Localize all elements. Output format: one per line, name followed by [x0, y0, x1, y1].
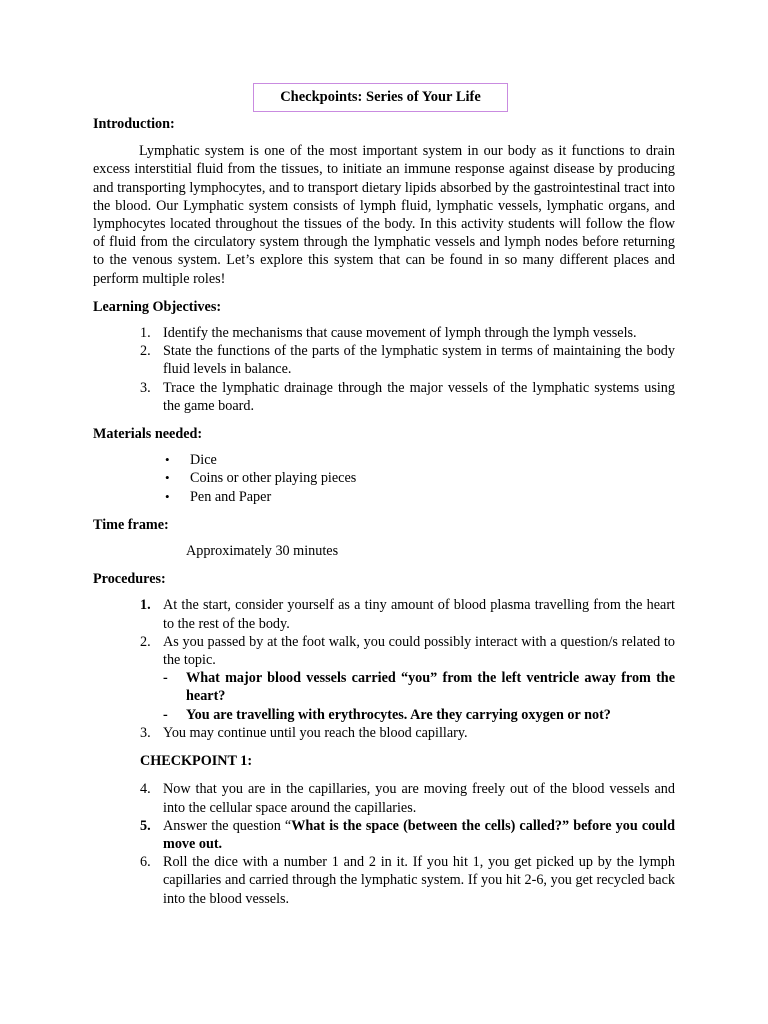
bullet-icon: •: [165, 452, 170, 468]
question-item: [93, 669, 675, 705]
procedure-step: [93, 817, 675, 853]
procedure-step: [93, 596, 675, 632]
objective-item: [93, 342, 675, 378]
introduction-paragraph: Lymphatic system is one of the most important system in our body as it functions to drain excess interstitial fluid from the tissues, to initiate an immune response against disease by producing and transporting lymphocytes, and to transport dietary lipids absorbed by the gastrointestinal tract into the blood. Our Lymphatic system consists of lymph fluid, lymphatic vessels, lymphatic organs, and lymphocytes located throughout the tissues of the body. In this activity students will follow the flow of fluid from the circulatory system through the lymphatic vessels and lymph nodes before returning to the venous system. Let’s explore this system that can be found in so many different places and perform multiple roles!: [93, 143, 675, 287]
materials-list: [93, 451, 675, 506]
question-text: What major blood vessels carried “you” from the left ventricle away from the heart?: [186, 670, 675, 705]
document-body: [93, 115, 675, 908]
question-text: You are travelling with erythrocytes. Are they carrying oxygen or not?: [186, 706, 611, 723]
list-number: 2.: [140, 633, 151, 650]
procedures-heading: Procedures:: [93, 571, 166, 588]
checkpoint-steps: [93, 780, 675, 907]
objective-text: Identify the mechanisms that cause movement of lymph through the lymph vessels.: [163, 325, 637, 342]
objectives-list: [93, 324, 675, 415]
list-number: 6.: [140, 854, 151, 871]
document-title: Checkpoints: Series of Your Life: [253, 83, 508, 112]
list-number: 5.: [140, 817, 151, 834]
objective-item: [93, 379, 675, 415]
material-text: Coins or other playing pieces: [190, 470, 357, 487]
material-item: [93, 488, 675, 506]
time-frame-text: Approximately 30 minutes: [186, 543, 339, 560]
procedure-step: [93, 724, 675, 742]
introduction-heading: Introduction:: [93, 116, 175, 132]
objective-text: State the functions of the parts of the lymphatic system in terms of maintaining the body fluid levels in balance.: [163, 343, 675, 378]
objective-text: Trace the lymphatic drainage through the major vessels of the lymphatic systems using the game board.: [163, 379, 675, 414]
list-number: 4.: [140, 781, 151, 798]
procedure-step: [93, 853, 675, 908]
procedure-question: What is the space (between the cells) called?” before you could move out.: [163, 817, 675, 852]
material-text: Pen and Paper: [190, 488, 272, 505]
list-number: 1.: [140, 597, 151, 614]
procedures-list-continued: [93, 724, 675, 742]
bullet-icon: •: [165, 488, 170, 504]
procedure-text: You may continue until you reach the blood capillary.: [163, 724, 468, 741]
question-item: [93, 706, 675, 724]
materials-heading: Materials needed:: [93, 426, 203, 443]
procedure-text: Now that you are in the capillaries, you are moving freely out of the blood vessels and into the cellular space around the capillaries.: [163, 781, 675, 816]
procedure-text: As you passed by at the foot walk, you could possibly interact with a question/s related to the topic.: [163, 633, 675, 669]
objectives-heading: Learning Objectives:: [93, 298, 222, 315]
procedure-text: Answer the question “: [163, 817, 292, 834]
list-number: 3.: [140, 724, 151, 741]
dash-marker: -: [163, 670, 168, 687]
list-number: 3.: [140, 379, 151, 396]
list-number: 1.: [140, 325, 151, 342]
procedures-list: [93, 596, 675, 669]
question-list: [93, 669, 675, 724]
procedure-text: Roll the dice with a number 1 and 2 in it. If you hit 1, you get picked up by the lymph capillaries and carried through the lymphatic system. If you hit 2-6, you get recycled back into the blood vessels.: [163, 854, 675, 907]
material-item: [93, 451, 675, 469]
time-frame-heading: Time frame:: [93, 516, 169, 533]
objective-item: [93, 324, 675, 342]
list-number: 2.: [140, 343, 151, 360]
procedure-step: [93, 633, 675, 669]
procedure-step: [93, 780, 675, 816]
material-item: [93, 469, 675, 487]
procedure-text: At the start, consider yourself as a tiny amount of blood plasma travelling from the heart to the rest of the body.: [163, 597, 675, 632]
bullet-icon: •: [165, 470, 170, 486]
checkpoint-heading: CHECKPOINT 1:: [140, 753, 253, 770]
dash-marker: -: [163, 706, 168, 723]
material-text: Dice: [190, 452, 217, 469]
